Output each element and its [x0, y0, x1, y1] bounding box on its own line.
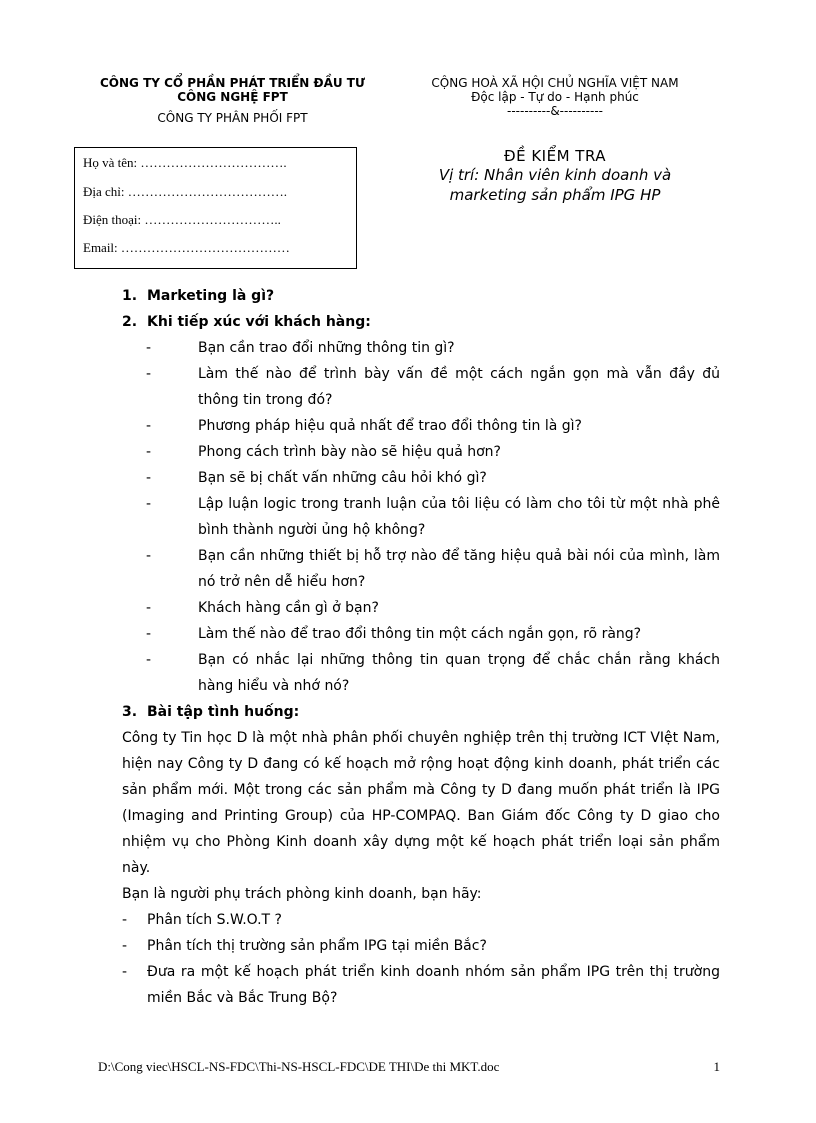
question-item: [122, 647, 720, 699]
question-item: [122, 595, 720, 621]
task-intro: Bạn là người phụ trách phòng kinh doanh, bạn hãy:: [122, 886, 482, 902]
division-name: CÔNG TY PHÂN PHỐI FPT: [157, 111, 308, 125]
section-title: Marketing là gì?: [147, 288, 275, 304]
company-name-line2: CÔNG NGHỆ FPT: [177, 90, 288, 104]
question-item: [122, 361, 720, 413]
section-title: Khi tiếp xúc với khách hàng:: [147, 314, 371, 330]
question-text: Làm thế nào để trình bày vấn đề một cách ngắn gọn mà vẫn đầy đủ thông tin trong đó?: [198, 366, 720, 408]
task-item: [122, 959, 720, 1011]
question-item: [122, 413, 720, 439]
bullet-dash: -: [122, 912, 128, 928]
question-item: [122, 465, 720, 491]
question-item: [122, 335, 720, 361]
section-heading: [122, 283, 720, 309]
task-text: Phân tích S.W.O.T ?: [147, 912, 282, 928]
phone-field: Điện thoại: …………………………..: [83, 212, 281, 227]
bullet-dash: -: [146, 626, 152, 642]
exam-title: ĐỀ KIỂM TRA: [503, 147, 607, 165]
company-header: [80, 76, 385, 125]
bullet-dash: -: [146, 652, 152, 668]
page-footer: [98, 1059, 720, 1075]
section-heading: [122, 309, 720, 335]
position-line2: marketing sản phẩm IPG HP: [449, 186, 661, 204]
question-text: Bạn có nhắc lại những thông tin quan trọng để chắc chắn rằng khách hàng hiểu và nhớ nó?: [198, 652, 720, 694]
bullet-dash: -: [146, 496, 152, 512]
task-text: Đưa ra một kế hoạch phát triển kinh doanh nhóm sản phẩm IPG trên thị trường miền Bắc và Bắc Trung Bộ?: [147, 964, 720, 1006]
bullet-dash: -: [146, 366, 152, 382]
section-number: 2.: [122, 314, 138, 330]
file-path: D:\Cong viec\HSCL-NS-FDC\Thi-NS-HSCL-FDC\DE THI\De thi MKT.doc: [98, 1059, 500, 1074]
question-text: Làm thế nào để trao đổi thông tin một cách ngắn gọn, rõ ràng?: [198, 626, 642, 642]
question-text: Phong cách trình bày nào sẽ hiệu quả hơn?: [198, 444, 501, 460]
case-paragraph: Công ty Tin học D là một nhà phân phối chuyên nghiệp trên thị trường ICT VIệt Nam, hiện nay Công ty D đang có kế hoạch mở rộng hoạt động kinh doanh, phát triển các sản phẩm mới. Một trong các sản phẩm mà Công ty D đang muốn phát triển là IPG (Imaging and Printing Group) của HP-COMPAQ. Ban Giám đốc Công ty D giao cho nhiệm vụ cho Phòng Kinh doanh xây dựng một kế hoạch phát triển loại sản phẩm này.: [122, 730, 720, 876]
candidate-info-box: [74, 147, 357, 269]
email-field: Email: …………………………………: [83, 240, 290, 255]
bullet-dash: -: [146, 444, 152, 460]
company-name-line1: CÔNG TY CỔ PHẦN PHÁT TRIỂN ĐẦU TƯ: [99, 76, 365, 90]
nation-name: CỘNG HOÀ XÃ HỘI CHỦ NGHĨA VIỆT NAM: [431, 76, 679, 90]
bullet-dash: -: [146, 600, 152, 616]
question-item: [122, 543, 720, 595]
bullet-dash: -: [146, 548, 152, 564]
question-text: Lập luận logic trong tranh luận của tôi liệu có làm cho tôi từ một nhà phê bình thành người ủng hộ không?: [198, 496, 720, 538]
question-text: Bạn cần những thiết bị hỗ trợ nào để tăng hiệu quả bài nói của mình, làm nó trở nên dễ hiểu hơn?: [198, 548, 720, 590]
section-heading: [122, 699, 720, 725]
task-item: [122, 933, 720, 959]
task-item: [122, 907, 720, 933]
position-line1: Vị trí: Nhân viên kinh doanh và: [438, 166, 672, 184]
question-text: Khách hàng cần gì ở bạn?: [198, 600, 379, 616]
bullet-dash: -: [122, 964, 128, 980]
question-item: [122, 491, 720, 543]
exam-title-block: [400, 147, 710, 205]
national-header: [410, 76, 700, 118]
address-field: Địa chỉ: ……………………………….: [83, 184, 288, 199]
national-motto: Độc lập - Tự do - Hạnh phúc: [471, 90, 639, 104]
bullet-dash: -: [146, 340, 152, 356]
question-text: Bạn sẽ bị chất vấn những câu hỏi khó gì?: [198, 470, 487, 486]
question-item: [122, 621, 720, 647]
question-text: Bạn cần trao đổi những thông tin gì?: [198, 340, 455, 356]
bullet-dash: -: [146, 470, 152, 486]
header-separator: ----------&----------: [507, 104, 603, 118]
section-number: 3.: [122, 704, 138, 720]
question-text: Phương pháp hiệu quả nhất để trao đổi thông tin là gì?: [198, 418, 582, 434]
bullet-dash: -: [146, 418, 152, 434]
name-field: Họ và tên: …………………………….: [83, 155, 287, 170]
page-number: 1: [713, 1059, 720, 1074]
bullet-dash: -: [122, 938, 128, 954]
question-item: [122, 439, 720, 465]
exam-body: [122, 283, 720, 1011]
task-text: Phân tích thị trường sản phẩm IPG tại miền Bắc?: [147, 938, 487, 954]
section-number: 1.: [122, 288, 138, 304]
section-title: Bài tập tình huống:: [147, 704, 300, 720]
